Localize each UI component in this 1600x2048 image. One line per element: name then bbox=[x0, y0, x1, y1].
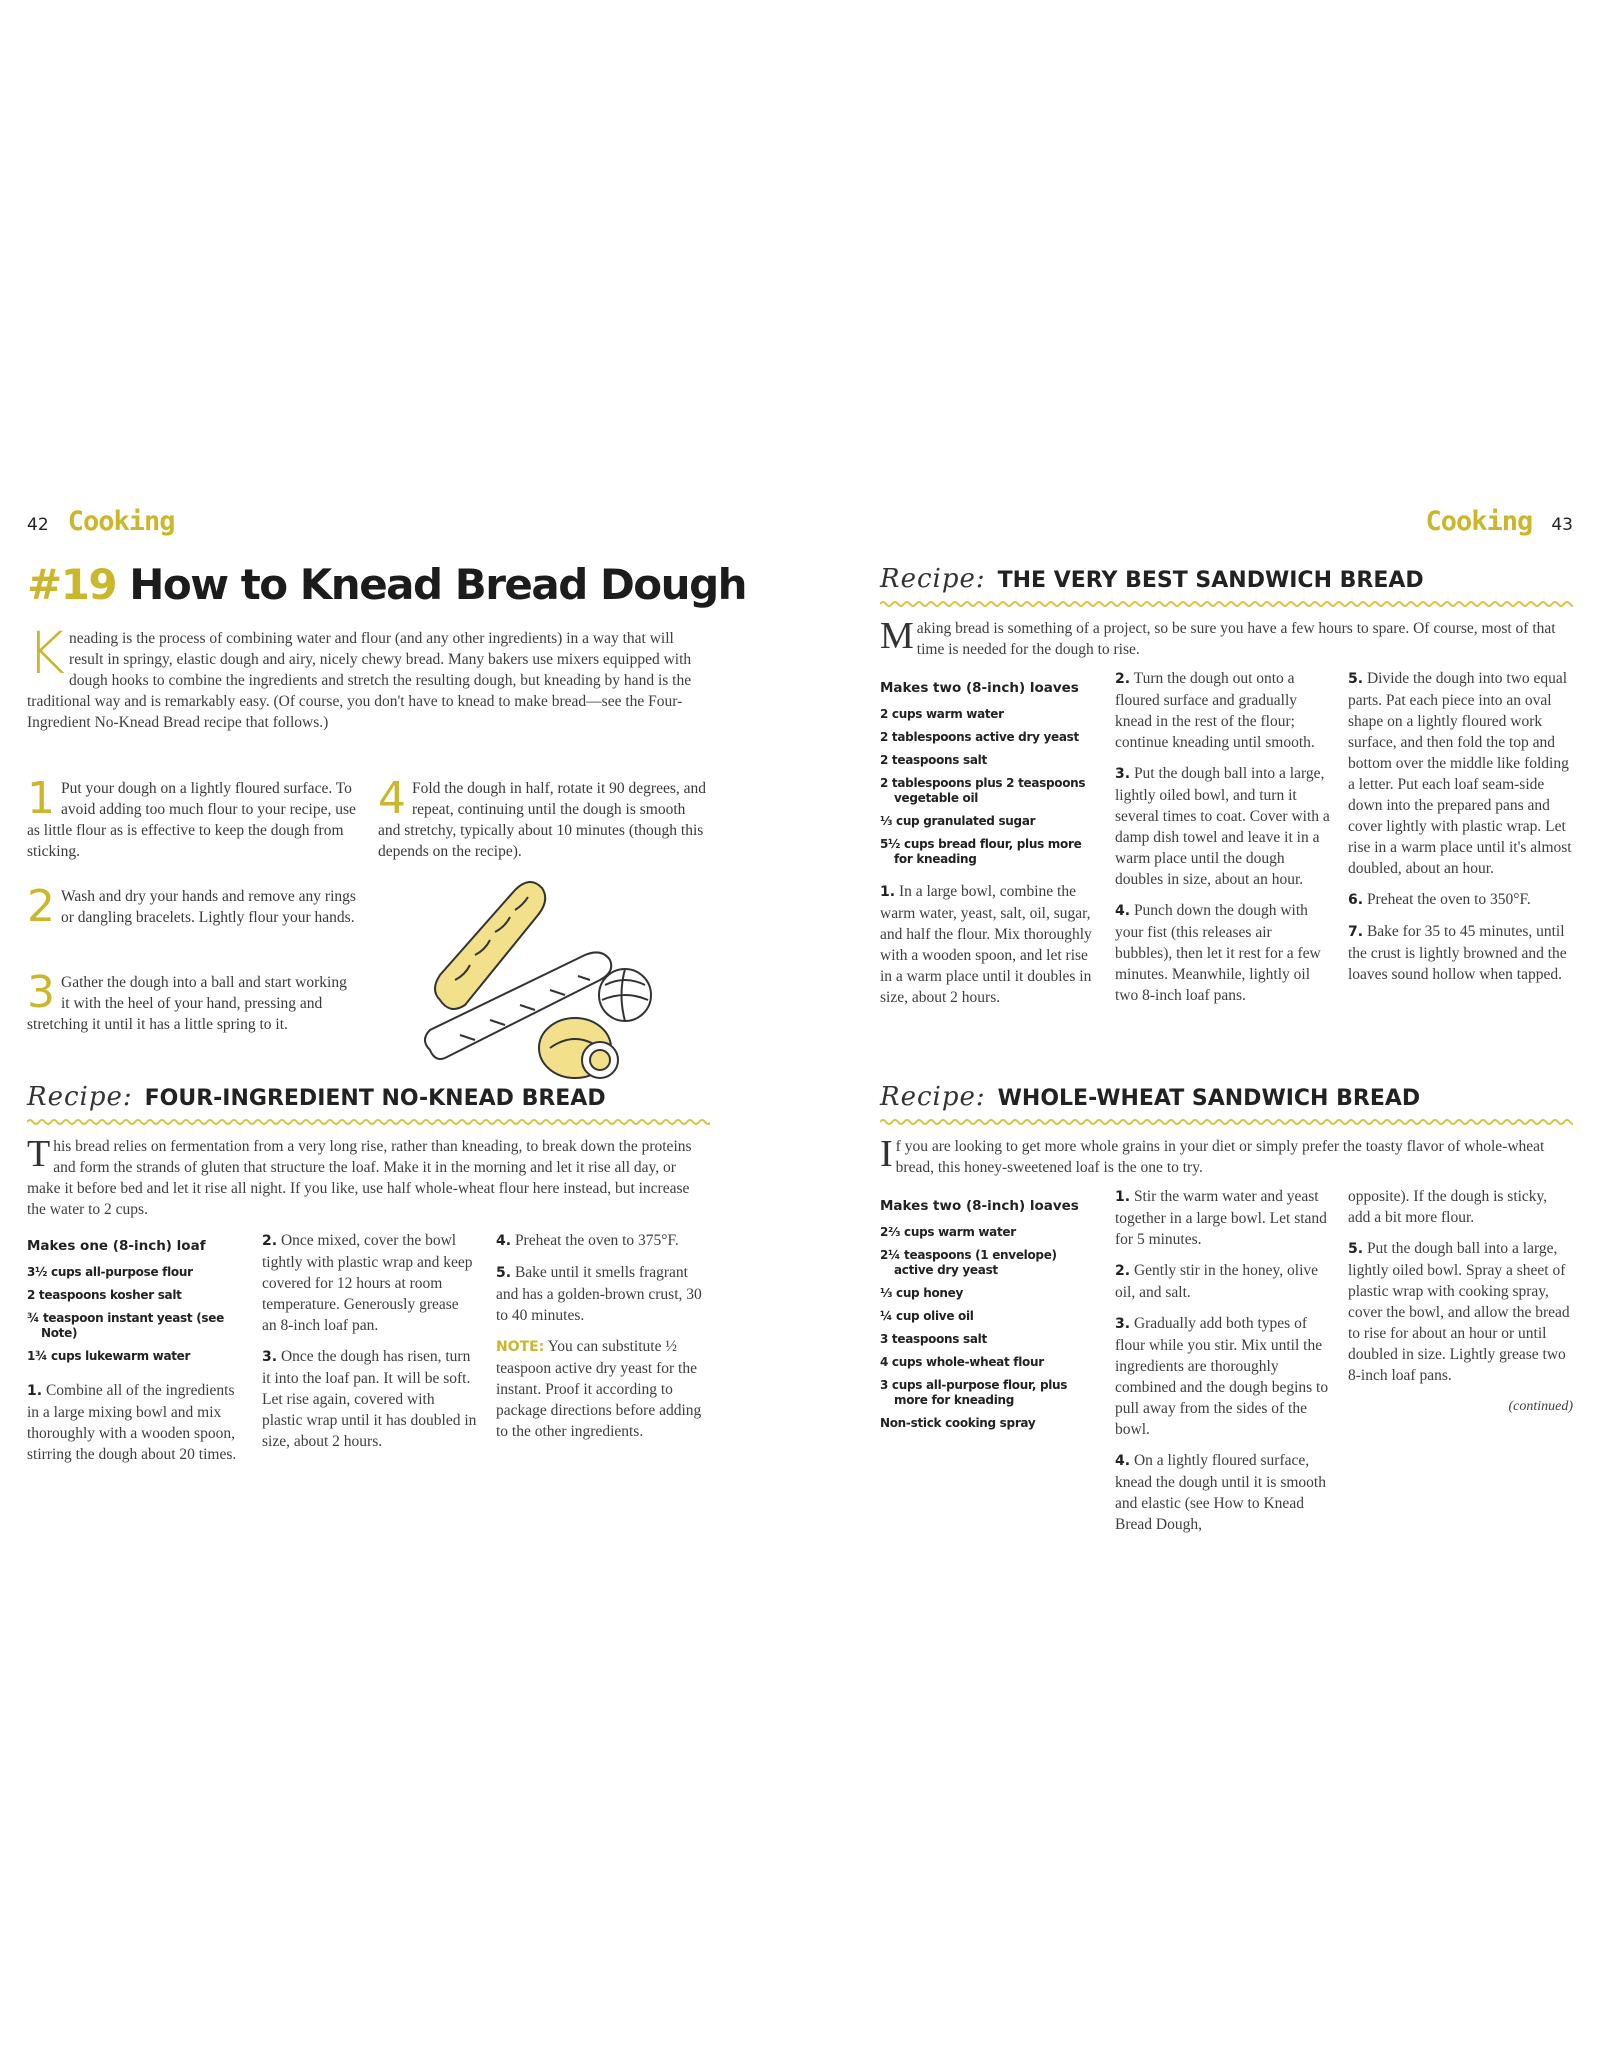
step-number: 5. bbox=[1348, 671, 1364, 687]
steps-column-3 bbox=[1348, 668, 1573, 995]
step-text: Fold the dough in half, rotate it 90 degrees, and repeat, continuing until the dough is smooth and stretchy, typically about 10 minutes (though this depends on the recipe). bbox=[378, 780, 707, 860]
step-text: Gently stir in the honey, olive oil, and salt. bbox=[1115, 1262, 1319, 1301]
intro-text: neading is the process of combining water and flour (and any other ingredients) in a way that will result in springy, elastic dough and airy, nicely chewy bread. Many bakers use mixers equipped with dough hooks to combine the ingredients and stretch the resulting dough, but kneading by hand is the traditional way and is remarkably easy. (Of course, you don't have to knead to make bread—see the Four-Ingredient No-Knead Bread recipe that follows.) bbox=[27, 630, 692, 731]
step-number: 2. bbox=[1115, 1263, 1131, 1279]
ingredient-item: 1¾ cups lukewarm water bbox=[27, 1349, 191, 1363]
recipe-yield: Makes one (8-inch) loaf bbox=[27, 1238, 206, 1254]
ingredients-column bbox=[880, 1196, 1095, 1439]
right-page bbox=[800, 0, 1600, 2048]
ingredient-item: 3½ cups all-purpose flour bbox=[27, 1265, 193, 1279]
recipe-heading bbox=[27, 1082, 606, 1112]
page-number: 43 bbox=[1551, 515, 1573, 535]
continued-label: (continued) bbox=[1508, 1399, 1573, 1414]
step-number: 4. bbox=[1115, 1453, 1131, 1469]
ingredient-list bbox=[880, 1225, 1095, 1431]
step-number: 5. bbox=[496, 1265, 512, 1281]
intro-paragraph bbox=[27, 619, 710, 733]
wavy-divider bbox=[880, 600, 1573, 608]
step-text: Punch down the dough with your fist (this releases air bubbles), then let it rest for a few minutes. Meanwhile, lightly oil two 8-inch loaf pans. bbox=[1115, 902, 1321, 1004]
step-text: Wash and dry your hands and remove any rings or dangling bracelets. Lightly flour your hands. bbox=[61, 888, 356, 926]
step-text: Combine all of the ingredients in a large mixing bowl and mix thoroughly with a wooden spoon, stirring the dough about 20 times. bbox=[27, 1382, 237, 1463]
recipe-note bbox=[496, 1336, 710, 1442]
step-number: 4. bbox=[496, 1233, 512, 1249]
ingredients-column bbox=[27, 1236, 237, 1475]
step-number: 3. bbox=[262, 1349, 278, 1365]
step-text: Once mixed, cover the bowl tightly with plastic wrap and keep covered for 12 hours at room temperature. Generously grease an 8-inch loaf pan. bbox=[262, 1232, 473, 1334]
steps-column-3 bbox=[1348, 1186, 1573, 1427]
page-title bbox=[27, 560, 746, 609]
page-number: 42 bbox=[27, 515, 49, 535]
recipe-label: Recipe: bbox=[880, 1082, 986, 1112]
recipe-name: THE VERY BEST SANDWICH BREAD bbox=[997, 568, 1424, 593]
step-number: 2. bbox=[262, 1233, 278, 1249]
recipe-label: Recipe: bbox=[880, 564, 986, 594]
recipe-step bbox=[1348, 1238, 1573, 1386]
step-number: 2 bbox=[27, 881, 55, 932]
recipe-intro bbox=[27, 1133, 710, 1220]
recipe-intro bbox=[880, 1133, 1573, 1178]
recipe-heading bbox=[880, 564, 1424, 594]
step-text: Preheat the oven to 375°F. bbox=[514, 1232, 679, 1249]
recipe-label: Recipe: bbox=[27, 1082, 133, 1112]
title-text: How to Knead Bread Dough bbox=[129, 560, 747, 609]
step-number: 1. bbox=[1115, 1189, 1131, 1205]
step-text: Stir the warm water and yeast together in a large bowl. Let stand for 5 minutes. bbox=[1115, 1188, 1327, 1248]
ingredient-item: ⅓ cup granulated sugar bbox=[880, 814, 1036, 828]
recipe-yield: Makes two (8-inch) loaves bbox=[880, 680, 1079, 696]
recipe-intro-text: f you are looking to get more whole grains in your diet or simply prefer the toasty flavor of whole-wheat bread, this honey-sweetened loaf is the one to try. bbox=[895, 1138, 1545, 1176]
wavy-divider bbox=[27, 1118, 710, 1126]
step-text: Put the dough ball into a large, lightly oiled bowl, and turn it several times to coat. Cover with a damp dish towel and leave it in a warm place until the dough doubles in size, about an hour. bbox=[1115, 765, 1330, 888]
ingredient-list bbox=[27, 1265, 237, 1364]
ingredient-item: 5½ cups bread flour, plus more for kneading bbox=[880, 837, 1082, 866]
recipe-step bbox=[1115, 763, 1330, 890]
recipe-step bbox=[1115, 1450, 1330, 1535]
steps-column-2 bbox=[262, 1230, 477, 1462]
recipe-step bbox=[1348, 921, 1573, 985]
step-number: 3 bbox=[27, 967, 55, 1018]
step-number: 6. bbox=[1348, 892, 1364, 908]
step-text: In a large bowl, combine the warm water, yeast, salt, oil, sugar, and half the flour. Mix thoroughly with a wooden spoon, and let rise in a warm place until it doubles in size, about 2 hours. bbox=[880, 883, 1092, 1006]
dropcap: K bbox=[27, 619, 66, 687]
step-number: 4. bbox=[1115, 903, 1131, 919]
ingredient-item: 2¼ teaspoons (1 envelope) active dry yeast bbox=[880, 1248, 1057, 1277]
step-text: Bake for 35 to 45 minutes, until the crust is lightly browned and the loaves sound hollow when tapped. bbox=[1348, 923, 1567, 983]
recipe-step bbox=[496, 1230, 710, 1252]
steps-column-3 bbox=[496, 1230, 710, 1452]
title-number: #19 bbox=[27, 560, 117, 609]
step-text: Bake until it smells fragrant and has a golden-brown crust, 30 to 40 minutes. bbox=[496, 1264, 702, 1324]
step-text: Once the dough has risen, turn it into the loaf pan. It will be soft. Let rise again, covered with plastic wrap until it has doubled in size, about 2 hours. bbox=[262, 1348, 477, 1450]
step-number: 5. bbox=[1348, 1241, 1364, 1257]
knead-step-3 bbox=[27, 967, 357, 1035]
recipe-yield: Makes two (8-inch) loaves bbox=[880, 1198, 1079, 1214]
recipe-step bbox=[1115, 900, 1330, 1006]
step-number: 1. bbox=[27, 1383, 43, 1399]
step-number: 4 bbox=[378, 773, 406, 824]
ingredient-item: ¼ cup olive oil bbox=[880, 1309, 974, 1323]
recipe-step bbox=[1115, 1260, 1330, 1303]
knead-step-2 bbox=[27, 881, 357, 932]
step-text: Divide the dough into two equal parts. Pat each piece into an oval shape on a lightly floured work surface, and then fold the top and bottom over the middle like folding a letter. Put each loaf seam-side down into the prepared pans and cover lightly with plastic wrap. Let rise in a warm place until it's almost doubled, about an hour. bbox=[1348, 670, 1572, 877]
ingredient-item: Non-stick cooking spray bbox=[880, 1416, 1036, 1430]
ingredient-item: 2⅔ cups warm water bbox=[880, 1225, 1016, 1239]
section-title: Cooking bbox=[1425, 506, 1533, 537]
step-continuation: opposite). If the dough is sticky, add a bit more flour. bbox=[1348, 1188, 1548, 1226]
recipe-step bbox=[1348, 889, 1573, 911]
steps-column-2 bbox=[1115, 668, 1330, 1016]
right-folio bbox=[1425, 506, 1573, 537]
recipe-heading bbox=[880, 1082, 1420, 1112]
step-number: 2. bbox=[1115, 671, 1131, 687]
section-title: Cooking bbox=[67, 506, 175, 537]
step-number: 1. bbox=[880, 884, 896, 900]
recipe-step bbox=[27, 1380, 237, 1465]
dropcap: I bbox=[880, 1133, 893, 1175]
recipe-step bbox=[880, 881, 1095, 1008]
ingredient-item: ¾ teaspoon instant yeast (see Note) bbox=[27, 1311, 224, 1340]
ingredient-item: 4 cups whole-wheat flour bbox=[880, 1355, 1044, 1369]
recipe-step bbox=[262, 1346, 477, 1452]
ingredient-item: 2 teaspoons salt bbox=[880, 753, 987, 767]
steps-column-2 bbox=[1115, 1186, 1330, 1545]
step-text: Gradually add both types of flour while you stir. Mix until the ingredients are thoroughly combined and the dough begins to pull away from the sides of the bowl. bbox=[1115, 1315, 1329, 1438]
recipe-step bbox=[262, 1230, 477, 1336]
ingredients-column bbox=[880, 678, 1095, 1018]
step-text: Preheat the oven to 350°F. bbox=[1366, 891, 1531, 908]
recipe-intro-text: his bread relies on fermentation from a very long rise, rather than kneading, to break down the proteins and form the strands of gluten that structure the loaf. Make it in the morning and let it rise all day, or make it before bed and let it rise all night. If you like, use half whole-wheat flour here instead, but increase the water to 2 cups. bbox=[27, 1138, 692, 1218]
recipe-intro bbox=[880, 615, 1573, 660]
recipe-name: WHOLE-WHEAT SANDWICH BREAD bbox=[997, 1086, 1421, 1111]
ingredient-item: 2 tablespoons plus 2 teaspoons vegetable oil bbox=[880, 776, 1086, 805]
recipe-step bbox=[1115, 668, 1330, 753]
recipe-intro-text: aking bread is something of a project, so be sure you have a few hours to spare. Of course, most of that time is needed for the dough to rise. bbox=[916, 620, 1556, 658]
step-text: Turn the dough out onto a floured surface and gradually knead in the rest of the flour; continue kneading until smooth. bbox=[1115, 670, 1315, 751]
dropcap: T bbox=[27, 1133, 51, 1175]
knead-step-1 bbox=[27, 773, 357, 862]
ingredient-item: 2 teaspoons kosher salt bbox=[27, 1288, 182, 1302]
ingredient-item: 3 teaspoons salt bbox=[880, 1332, 987, 1346]
bread-loaves-illustration bbox=[420, 870, 660, 1085]
recipe-step bbox=[1348, 668, 1573, 879]
step-number: 1 bbox=[27, 773, 55, 824]
note-label: NOTE: bbox=[496, 1339, 545, 1355]
recipe-step bbox=[1115, 1313, 1330, 1440]
note-text: You can substitute ½ teaspoon active dry yeast for the instant. Proof it according to package directions before adding to the other ingredients. bbox=[496, 1338, 702, 1440]
ingredient-item: 2 tablespoons active dry yeast bbox=[880, 730, 1079, 744]
wavy-divider bbox=[880, 1118, 1573, 1126]
ingredient-item: 2 cups warm water bbox=[880, 707, 1004, 721]
step-text: Put the dough ball into a large, lightly oiled bowl. Spray a sheet of plastic wrap with cooking spray, cover the bowl, and allow the bread to rise for about an hour or until doubled in size. Lightly grease two 8-inch loaf pans. bbox=[1348, 1240, 1570, 1384]
ingredient-list bbox=[880, 707, 1095, 867]
ingredient-item: ⅓ cup honey bbox=[880, 1286, 964, 1300]
step-text: Put your dough on a lightly floured surface. To avoid adding too much flour to your recipe, use as little flour as is effective to keep the dough from sticking. bbox=[27, 780, 356, 860]
step-text: Gather the dough into a ball and start working it with the heel of your hand, pressing and stretching it until it has a little spring to it. bbox=[27, 974, 347, 1033]
recipe-step bbox=[1115, 1186, 1330, 1250]
step-text: On a lightly floured surface, knead the dough until it is smooth and elastic (see How to Knead Bread Dough, bbox=[1115, 1452, 1326, 1533]
step-number: 7. bbox=[1348, 924, 1364, 940]
step-number: 3. bbox=[1115, 1316, 1131, 1332]
ingredient-item: 3 cups all-purpose flour, plus more for kneading bbox=[880, 1378, 1068, 1407]
left-folio bbox=[27, 506, 175, 537]
step-number: 3. bbox=[1115, 766, 1131, 782]
knead-step-4 bbox=[378, 773, 708, 862]
recipe-name: FOUR-INGREDIENT NO-KNEAD BREAD bbox=[144, 1086, 606, 1111]
dropcap: M bbox=[880, 615, 914, 657]
recipe-step bbox=[496, 1262, 710, 1326]
